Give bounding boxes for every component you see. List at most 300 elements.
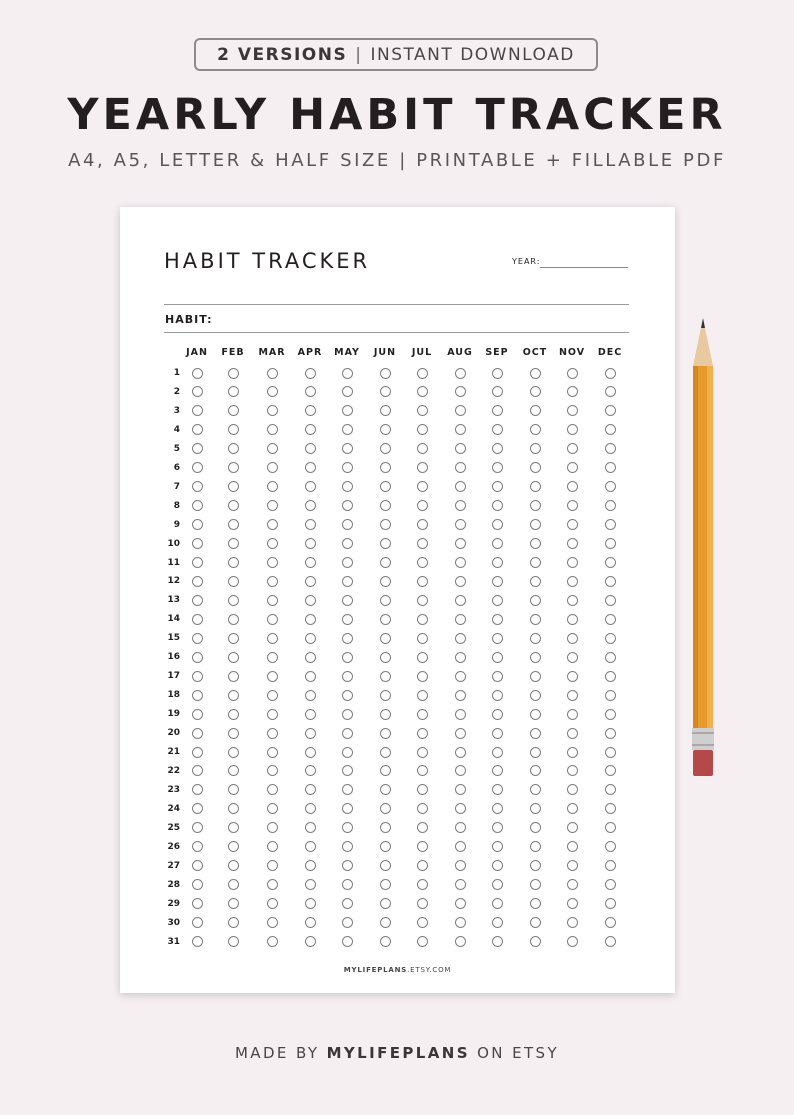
day-checkbox[interactable] — [192, 595, 203, 606]
day-checkbox[interactable] — [305, 386, 316, 397]
day-checkbox[interactable] — [530, 936, 541, 947]
day-checkbox[interactable] — [342, 538, 353, 549]
day-checkbox[interactable] — [417, 557, 428, 568]
day-checkbox[interactable] — [380, 652, 391, 663]
day-checkbox[interactable] — [455, 690, 466, 701]
day-checkbox[interactable] — [567, 936, 578, 947]
day-checkbox[interactable] — [492, 538, 503, 549]
day-checkbox[interactable] — [492, 784, 503, 795]
day-checkbox[interactable] — [228, 879, 239, 890]
day-checkbox[interactable] — [530, 690, 541, 701]
day-checkbox[interactable] — [380, 500, 391, 511]
day-checkbox[interactable] — [342, 671, 353, 682]
day-checkbox[interactable] — [192, 917, 203, 928]
day-checkbox[interactable] — [305, 709, 316, 720]
day-checkbox[interactable] — [305, 500, 316, 511]
day-checkbox[interactable] — [305, 671, 316, 682]
day-checkbox[interactable] — [492, 576, 503, 587]
day-checkbox[interactable] — [342, 405, 353, 416]
day-checkbox[interactable] — [267, 917, 278, 928]
day-checkbox[interactable] — [192, 633, 203, 644]
day-checkbox[interactable] — [305, 690, 316, 701]
day-checkbox[interactable] — [192, 405, 203, 416]
day-checkbox[interactable] — [492, 860, 503, 871]
day-checkbox[interactable] — [305, 576, 316, 587]
day-checkbox[interactable] — [342, 557, 353, 568]
day-checkbox[interactable] — [567, 747, 578, 758]
day-checkbox[interactable] — [192, 538, 203, 549]
day-checkbox[interactable] — [342, 765, 353, 776]
day-checkbox[interactable] — [567, 803, 578, 814]
day-checkbox[interactable] — [417, 519, 428, 530]
day-checkbox[interactable] — [605, 519, 616, 530]
day-checkbox[interactable] — [267, 481, 278, 492]
day-checkbox[interactable] — [417, 841, 428, 852]
day-checkbox[interactable] — [455, 652, 466, 663]
day-checkbox[interactable] — [228, 747, 239, 758]
day-checkbox[interactable] — [192, 936, 203, 947]
day-checkbox[interactable] — [530, 747, 541, 758]
day-checkbox[interactable] — [417, 614, 428, 625]
day-checkbox[interactable] — [228, 368, 239, 379]
day-checkbox[interactable] — [530, 879, 541, 890]
day-checkbox[interactable] — [530, 519, 541, 530]
day-checkbox[interactable] — [605, 443, 616, 454]
day-checkbox[interactable] — [417, 860, 428, 871]
day-checkbox[interactable] — [417, 576, 428, 587]
day-checkbox[interactable] — [305, 652, 316, 663]
day-checkbox[interactable] — [267, 784, 278, 795]
day-checkbox[interactable] — [605, 784, 616, 795]
day-checkbox[interactable] — [228, 822, 239, 833]
day-checkbox[interactable] — [455, 879, 466, 890]
habit-field[interactable] — [164, 332, 629, 333]
day-checkbox[interactable] — [492, 841, 503, 852]
year-field[interactable] — [540, 267, 628, 268]
day-checkbox[interactable] — [492, 671, 503, 682]
day-checkbox[interactable] — [380, 709, 391, 720]
day-checkbox[interactable] — [192, 481, 203, 492]
day-checkbox[interactable] — [342, 386, 353, 397]
day-checkbox[interactable] — [267, 765, 278, 776]
day-checkbox[interactable] — [267, 386, 278, 397]
day-checkbox[interactable] — [605, 614, 616, 625]
day-checkbox[interactable] — [305, 822, 316, 833]
day-checkbox[interactable] — [380, 728, 391, 739]
day-checkbox[interactable] — [342, 462, 353, 473]
day-checkbox[interactable] — [342, 898, 353, 909]
day-checkbox[interactable] — [605, 690, 616, 701]
day-checkbox[interactable] — [530, 709, 541, 720]
day-checkbox[interactable] — [342, 803, 353, 814]
day-checkbox[interactable] — [530, 765, 541, 776]
day-checkbox[interactable] — [455, 557, 466, 568]
day-checkbox[interactable] — [417, 822, 428, 833]
day-checkbox[interactable] — [192, 822, 203, 833]
day-checkbox[interactable] — [305, 917, 316, 928]
day-checkbox[interactable] — [417, 633, 428, 644]
day-checkbox[interactable] — [455, 709, 466, 720]
day-checkbox[interactable] — [455, 576, 466, 587]
day-checkbox[interactable] — [605, 917, 616, 928]
day-checkbox[interactable] — [605, 860, 616, 871]
day-checkbox[interactable] — [380, 747, 391, 758]
day-checkbox[interactable] — [567, 519, 578, 530]
day-checkbox[interactable] — [342, 614, 353, 625]
day-checkbox[interactable] — [567, 368, 578, 379]
day-checkbox[interactable] — [567, 538, 578, 549]
day-checkbox[interactable] — [380, 481, 391, 492]
day-checkbox[interactable] — [417, 803, 428, 814]
day-checkbox[interactable] — [192, 690, 203, 701]
day-checkbox[interactable] — [342, 784, 353, 795]
day-checkbox[interactable] — [267, 443, 278, 454]
day-checkbox[interactable] — [228, 538, 239, 549]
day-checkbox[interactable] — [492, 633, 503, 644]
day-checkbox[interactable] — [455, 538, 466, 549]
day-checkbox[interactable] — [192, 784, 203, 795]
day-checkbox[interactable] — [567, 728, 578, 739]
day-checkbox[interactable] — [380, 576, 391, 587]
day-checkbox[interactable] — [305, 614, 316, 625]
day-checkbox[interactable] — [267, 652, 278, 663]
day-checkbox[interactable] — [492, 519, 503, 530]
day-checkbox[interactable] — [228, 803, 239, 814]
day-checkbox[interactable] — [267, 860, 278, 871]
day-checkbox[interactable] — [455, 803, 466, 814]
day-checkbox[interactable] — [417, 405, 428, 416]
day-checkbox[interactable] — [380, 936, 391, 947]
day-checkbox[interactable] — [305, 557, 316, 568]
day-checkbox[interactable] — [380, 803, 391, 814]
day-checkbox[interactable] — [455, 747, 466, 758]
day-checkbox[interactable] — [417, 538, 428, 549]
day-checkbox[interactable] — [455, 633, 466, 644]
day-checkbox[interactable] — [567, 917, 578, 928]
day-checkbox[interactable] — [605, 709, 616, 720]
day-checkbox[interactable] — [192, 462, 203, 473]
day-checkbox[interactable] — [530, 784, 541, 795]
day-checkbox[interactable] — [380, 765, 391, 776]
day-checkbox[interactable] — [492, 614, 503, 625]
day-checkbox[interactable] — [192, 765, 203, 776]
day-checkbox[interactable] — [305, 841, 316, 852]
day-checkbox[interactable] — [567, 671, 578, 682]
day-checkbox[interactable] — [305, 368, 316, 379]
day-checkbox[interactable] — [305, 784, 316, 795]
day-checkbox[interactable] — [380, 917, 391, 928]
day-checkbox[interactable] — [228, 519, 239, 530]
day-checkbox[interactable] — [567, 462, 578, 473]
day-checkbox[interactable] — [228, 576, 239, 587]
day-checkbox[interactable] — [267, 633, 278, 644]
day-checkbox[interactable] — [567, 860, 578, 871]
day-checkbox[interactable] — [455, 405, 466, 416]
day-checkbox[interactable] — [530, 633, 541, 644]
day-checkbox[interactable] — [342, 728, 353, 739]
day-checkbox[interactable] — [305, 879, 316, 890]
day-checkbox[interactable] — [342, 936, 353, 947]
day-checkbox[interactable] — [492, 405, 503, 416]
day-checkbox[interactable] — [455, 841, 466, 852]
day-checkbox[interactable] — [342, 519, 353, 530]
day-checkbox[interactable] — [228, 709, 239, 720]
day-checkbox[interactable] — [455, 898, 466, 909]
day-checkbox[interactable] — [567, 633, 578, 644]
day-checkbox[interactable] — [192, 898, 203, 909]
day-checkbox[interactable] — [492, 728, 503, 739]
day-checkbox[interactable] — [192, 652, 203, 663]
day-checkbox[interactable] — [192, 747, 203, 758]
day-checkbox[interactable] — [228, 500, 239, 511]
day-checkbox[interactable] — [530, 595, 541, 606]
day-checkbox[interactable] — [342, 860, 353, 871]
day-checkbox[interactable] — [492, 803, 503, 814]
day-checkbox[interactable] — [267, 671, 278, 682]
day-checkbox[interactable] — [267, 822, 278, 833]
day-checkbox[interactable] — [530, 803, 541, 814]
day-checkbox[interactable] — [342, 822, 353, 833]
day-checkbox[interactable] — [567, 690, 578, 701]
day-checkbox[interactable] — [192, 728, 203, 739]
day-checkbox[interactable] — [530, 841, 541, 852]
day-checkbox[interactable] — [567, 576, 578, 587]
day-checkbox[interactable] — [530, 557, 541, 568]
day-checkbox[interactable] — [605, 671, 616, 682]
day-checkbox[interactable] — [417, 709, 428, 720]
day-checkbox[interactable] — [605, 936, 616, 947]
day-checkbox[interactable] — [605, 879, 616, 890]
day-checkbox[interactable] — [192, 576, 203, 587]
day-checkbox[interactable] — [228, 614, 239, 625]
day-checkbox[interactable] — [530, 368, 541, 379]
day-checkbox[interactable] — [305, 405, 316, 416]
day-checkbox[interactable] — [417, 690, 428, 701]
day-checkbox[interactable] — [417, 462, 428, 473]
day-checkbox[interactable] — [305, 803, 316, 814]
day-checkbox[interactable] — [192, 443, 203, 454]
day-checkbox[interactable] — [567, 481, 578, 492]
day-checkbox[interactable] — [417, 652, 428, 663]
day-checkbox[interactable] — [228, 652, 239, 663]
day-checkbox[interactable] — [567, 405, 578, 416]
day-checkbox[interactable] — [417, 936, 428, 947]
day-checkbox[interactable] — [342, 690, 353, 701]
day-checkbox[interactable] — [605, 538, 616, 549]
day-checkbox[interactable] — [605, 576, 616, 587]
day-checkbox[interactable] — [455, 424, 466, 435]
day-checkbox[interactable] — [492, 500, 503, 511]
day-checkbox[interactable] — [530, 898, 541, 909]
day-checkbox[interactable] — [342, 368, 353, 379]
day-checkbox[interactable] — [228, 557, 239, 568]
day-checkbox[interactable] — [417, 747, 428, 758]
day-checkbox[interactable] — [567, 386, 578, 397]
day-checkbox[interactable] — [192, 424, 203, 435]
day-checkbox[interactable] — [567, 784, 578, 795]
day-checkbox[interactable] — [192, 709, 203, 720]
day-checkbox[interactable] — [305, 595, 316, 606]
day-checkbox[interactable] — [567, 443, 578, 454]
day-checkbox[interactable] — [192, 879, 203, 890]
day-checkbox[interactable] — [455, 481, 466, 492]
day-checkbox[interactable] — [380, 690, 391, 701]
day-checkbox[interactable] — [530, 917, 541, 928]
day-checkbox[interactable] — [492, 481, 503, 492]
day-checkbox[interactable] — [417, 671, 428, 682]
day-checkbox[interactable] — [455, 936, 466, 947]
day-checkbox[interactable] — [567, 652, 578, 663]
day-checkbox[interactable] — [605, 405, 616, 416]
day-checkbox[interactable] — [455, 519, 466, 530]
day-checkbox[interactable] — [192, 841, 203, 852]
day-checkbox[interactable] — [492, 747, 503, 758]
day-checkbox[interactable] — [228, 462, 239, 473]
day-checkbox[interactable] — [605, 803, 616, 814]
day-checkbox[interactable] — [530, 671, 541, 682]
day-checkbox[interactable] — [455, 917, 466, 928]
day-checkbox[interactable] — [605, 386, 616, 397]
day-checkbox[interactable] — [492, 898, 503, 909]
day-checkbox[interactable] — [228, 784, 239, 795]
day-checkbox[interactable] — [380, 557, 391, 568]
day-checkbox[interactable] — [267, 557, 278, 568]
day-checkbox[interactable] — [605, 652, 616, 663]
day-checkbox[interactable] — [530, 538, 541, 549]
day-checkbox[interactable] — [530, 462, 541, 473]
day-checkbox[interactable] — [342, 709, 353, 720]
day-checkbox[interactable] — [567, 709, 578, 720]
day-checkbox[interactable] — [492, 765, 503, 776]
day-checkbox[interactable] — [417, 917, 428, 928]
day-checkbox[interactable] — [605, 481, 616, 492]
day-checkbox[interactable] — [455, 386, 466, 397]
day-checkbox[interactable] — [530, 860, 541, 871]
day-checkbox[interactable] — [417, 728, 428, 739]
day-checkbox[interactable] — [267, 747, 278, 758]
day-checkbox[interactable] — [605, 500, 616, 511]
day-checkbox[interactable] — [605, 462, 616, 473]
day-checkbox[interactable] — [530, 614, 541, 625]
day-checkbox[interactable] — [567, 500, 578, 511]
day-checkbox[interactable] — [192, 500, 203, 511]
day-checkbox[interactable] — [342, 841, 353, 852]
day-checkbox[interactable] — [530, 386, 541, 397]
day-checkbox[interactable] — [305, 860, 316, 871]
day-checkbox[interactable] — [492, 652, 503, 663]
day-checkbox[interactable] — [228, 690, 239, 701]
day-checkbox[interactable] — [417, 481, 428, 492]
day-checkbox[interactable] — [267, 424, 278, 435]
day-checkbox[interactable] — [342, 747, 353, 758]
day-checkbox[interactable] — [567, 424, 578, 435]
day-checkbox[interactable] — [267, 936, 278, 947]
day-checkbox[interactable] — [380, 386, 391, 397]
day-checkbox[interactable] — [380, 898, 391, 909]
day-checkbox[interactable] — [567, 595, 578, 606]
day-checkbox[interactable] — [492, 936, 503, 947]
day-checkbox[interactable] — [567, 557, 578, 568]
day-checkbox[interactable] — [380, 671, 391, 682]
day-checkbox[interactable] — [605, 822, 616, 833]
day-checkbox[interactable] — [380, 405, 391, 416]
day-checkbox[interactable] — [267, 614, 278, 625]
day-checkbox[interactable] — [567, 879, 578, 890]
day-checkbox[interactable] — [455, 368, 466, 379]
day-checkbox[interactable] — [228, 917, 239, 928]
day-checkbox[interactable] — [342, 424, 353, 435]
day-checkbox[interactable] — [267, 879, 278, 890]
day-checkbox[interactable] — [455, 728, 466, 739]
day-checkbox[interactable] — [417, 879, 428, 890]
day-checkbox[interactable] — [417, 386, 428, 397]
day-checkbox[interactable] — [380, 822, 391, 833]
day-checkbox[interactable] — [530, 822, 541, 833]
day-checkbox[interactable] — [305, 728, 316, 739]
day-checkbox[interactable] — [228, 443, 239, 454]
day-checkbox[interactable] — [455, 822, 466, 833]
day-checkbox[interactable] — [228, 405, 239, 416]
day-checkbox[interactable] — [530, 481, 541, 492]
day-checkbox[interactable] — [305, 481, 316, 492]
day-checkbox[interactable] — [417, 784, 428, 795]
day-checkbox[interactable] — [342, 917, 353, 928]
day-checkbox[interactable] — [305, 633, 316, 644]
day-checkbox[interactable] — [267, 405, 278, 416]
day-checkbox[interactable] — [380, 519, 391, 530]
day-checkbox[interactable] — [305, 443, 316, 454]
day-checkbox[interactable] — [417, 898, 428, 909]
day-checkbox[interactable] — [455, 765, 466, 776]
day-checkbox[interactable] — [605, 557, 616, 568]
day-checkbox[interactable] — [380, 841, 391, 852]
day-checkbox[interactable] — [267, 500, 278, 511]
day-checkbox[interactable] — [492, 879, 503, 890]
day-checkbox[interactable] — [267, 690, 278, 701]
day-checkbox[interactable] — [192, 519, 203, 530]
day-checkbox[interactable] — [228, 481, 239, 492]
day-checkbox[interactable] — [530, 728, 541, 739]
day-checkbox[interactable] — [380, 860, 391, 871]
day-checkbox[interactable] — [530, 443, 541, 454]
day-checkbox[interactable] — [417, 500, 428, 511]
day-checkbox[interactable] — [605, 747, 616, 758]
day-checkbox[interactable] — [228, 424, 239, 435]
day-checkbox[interactable] — [228, 898, 239, 909]
day-checkbox[interactable] — [455, 443, 466, 454]
day-checkbox[interactable] — [567, 841, 578, 852]
day-checkbox[interactable] — [417, 368, 428, 379]
day-checkbox[interactable] — [492, 386, 503, 397]
day-checkbox[interactable] — [380, 368, 391, 379]
day-checkbox[interactable] — [417, 765, 428, 776]
day-checkbox[interactable] — [342, 576, 353, 587]
day-checkbox[interactable] — [228, 671, 239, 682]
day-checkbox[interactable] — [192, 860, 203, 871]
day-checkbox[interactable] — [380, 443, 391, 454]
day-checkbox[interactable] — [492, 462, 503, 473]
day-checkbox[interactable] — [530, 500, 541, 511]
day-checkbox[interactable] — [267, 538, 278, 549]
day-checkbox[interactable] — [267, 709, 278, 720]
day-checkbox[interactable] — [342, 500, 353, 511]
day-checkbox[interactable] — [417, 595, 428, 606]
day-checkbox[interactable] — [342, 481, 353, 492]
day-checkbox[interactable] — [342, 633, 353, 644]
day-checkbox[interactable] — [605, 424, 616, 435]
day-checkbox[interactable] — [380, 538, 391, 549]
day-checkbox[interactable] — [192, 614, 203, 625]
